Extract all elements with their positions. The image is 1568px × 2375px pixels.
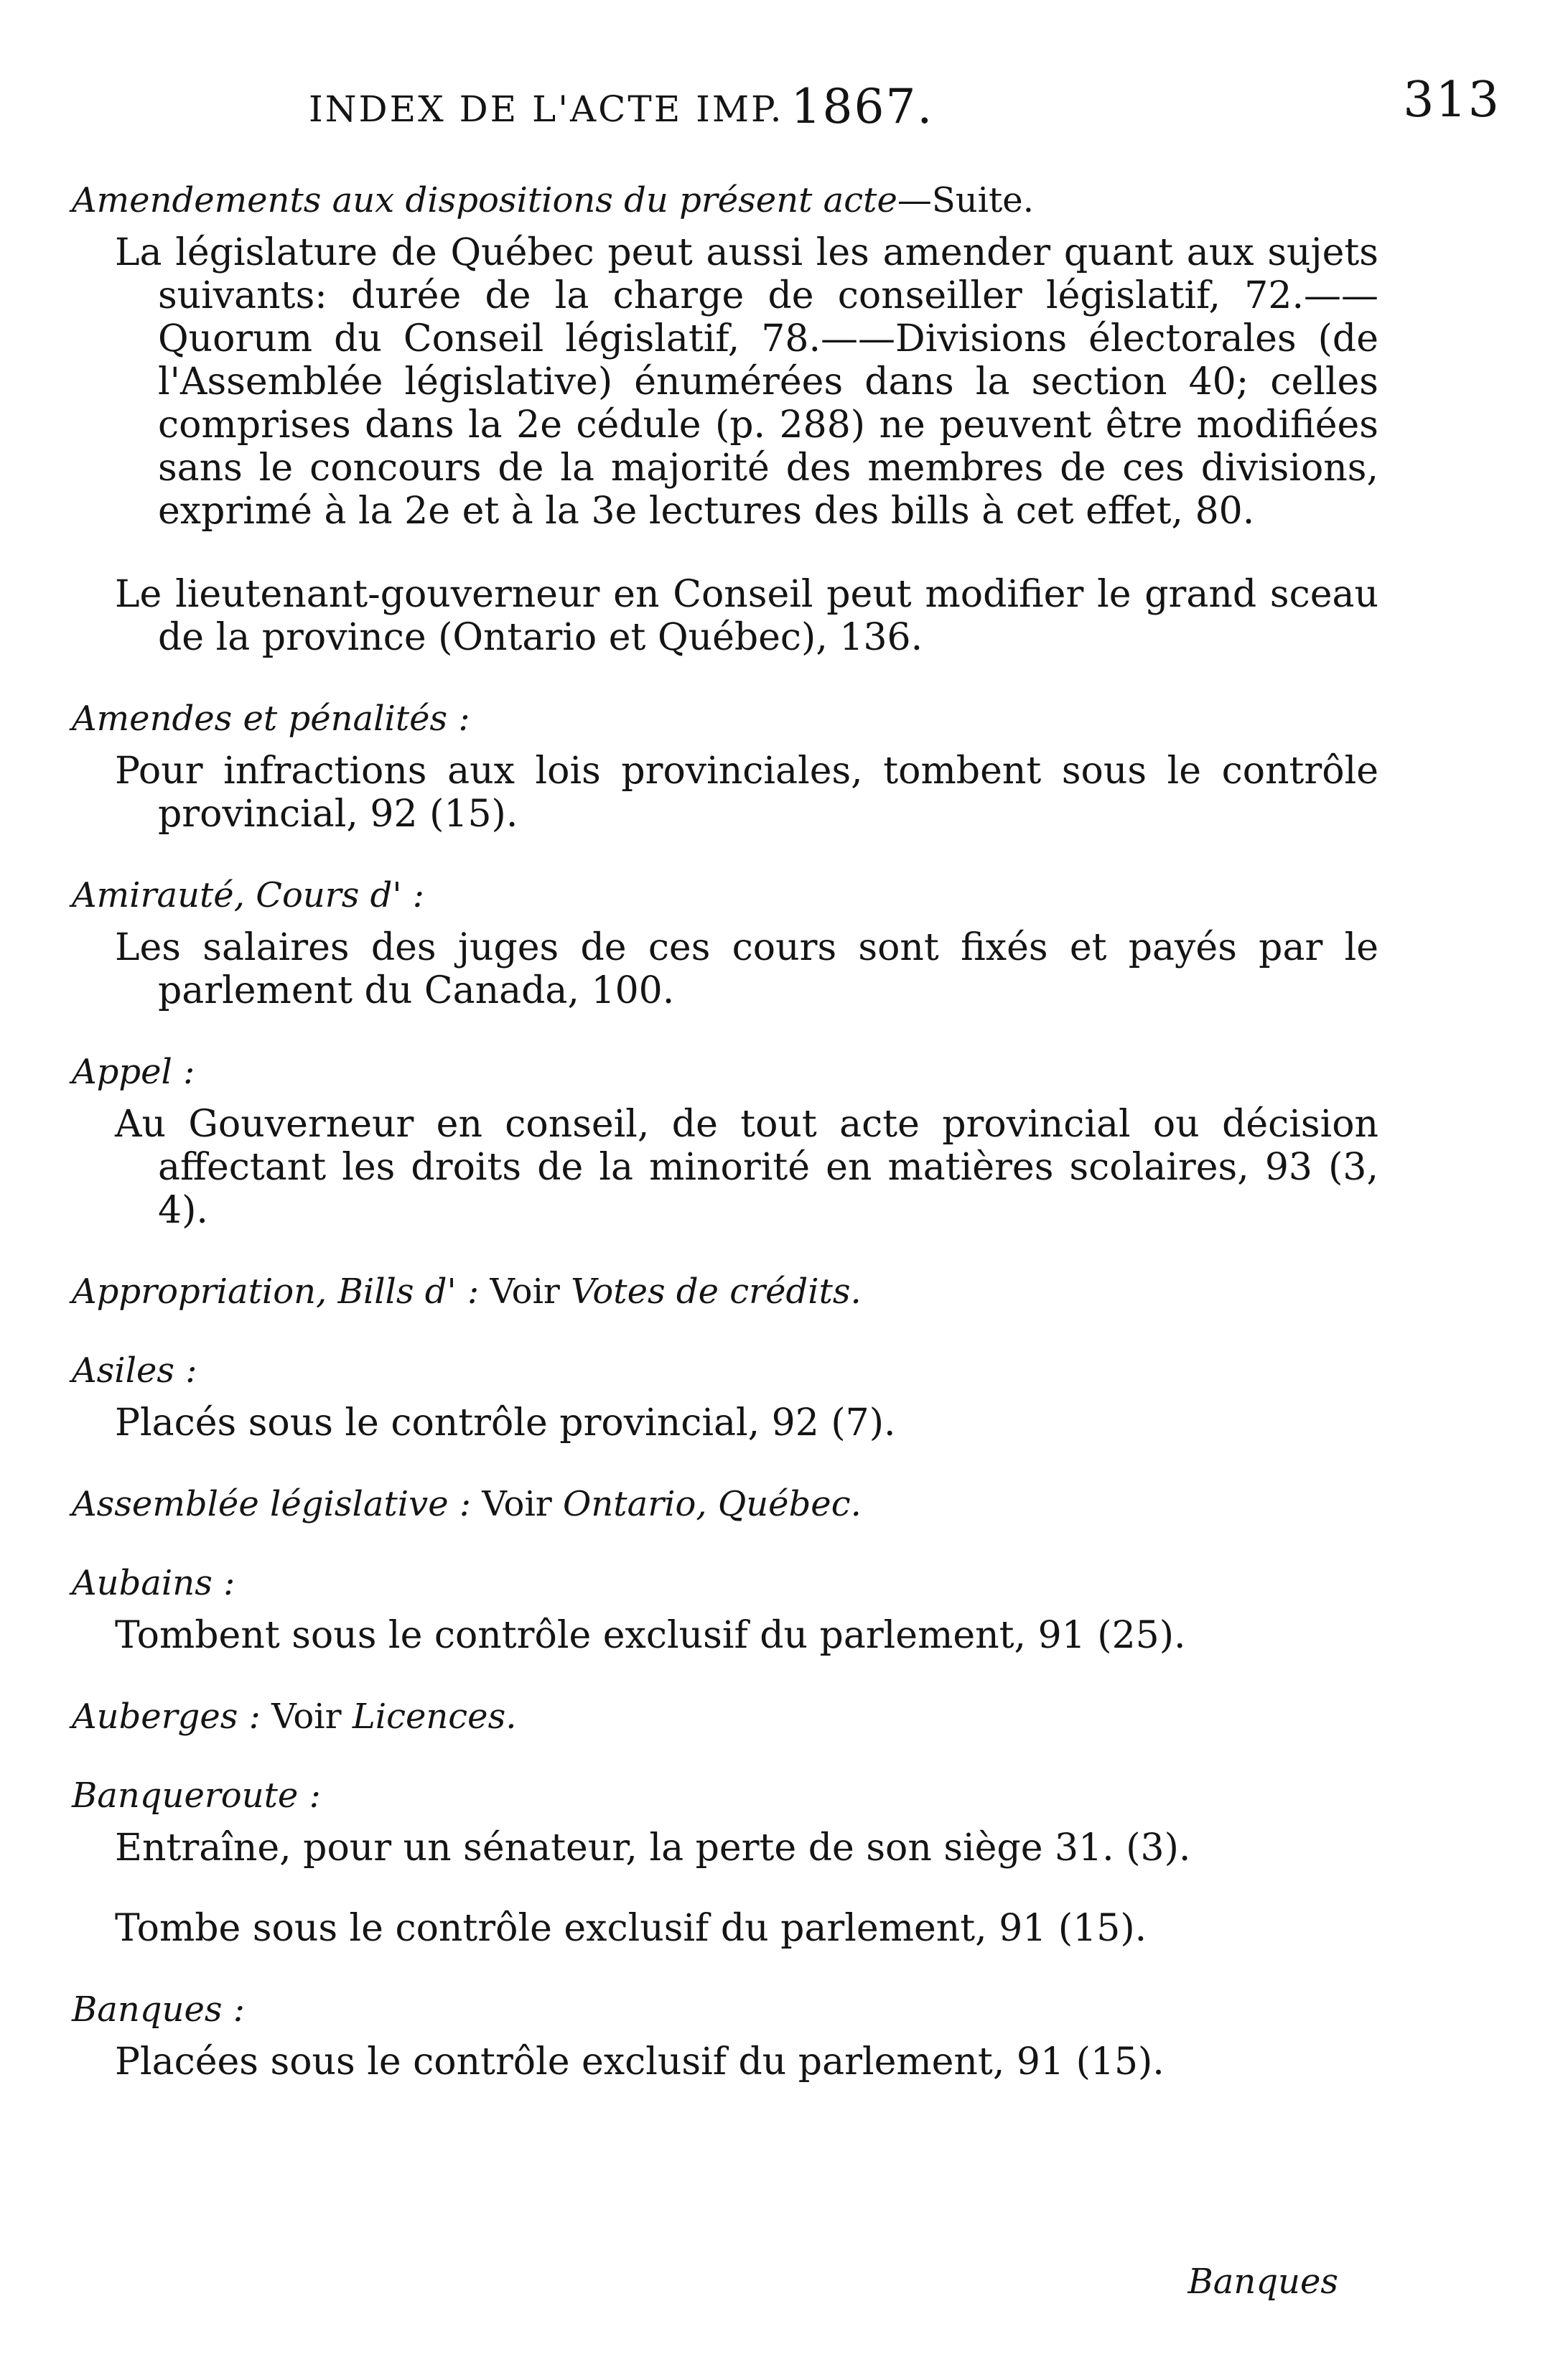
entry-paragraph: Tombe sous le contrôle exclusif du parlement, 91 (15). [115,1907,1147,1950]
see-also-label: Voir [271,1697,342,1737]
running-head [72,65,1501,144]
entry-heading [72,1694,1501,1739]
entry-heading [72,178,1501,223]
index-entry-amendements [72,178,1501,659]
entry-heading: Aubains : [72,1563,235,1603]
see-also-reference: Ontario, Québec. [563,1484,862,1524]
index-entry-asiles [72,1348,1501,1445]
running-title [309,79,933,134]
entry-heading: Appel : [72,1052,195,1092]
index-entry-aubains [72,1561,1501,1657]
entry-heading-text: Assemblée législative : [72,1484,472,1524]
entry-paragraph: Les salaires des juges de ces cours sont fixés et payés par le parlement du Canada, 100. [115,926,1378,1012]
entry-paragraph: Placées sous le contrôle exclusif du parlement, 91 (15). [115,2040,1165,2084]
entry-heading: Amirauté, Cours d' : [72,875,424,915]
entry-heading-suffix: —Suite. [897,180,1034,220]
entry-heading [72,1269,1501,1314]
entry-heading: Banqueroute : [72,1776,321,1816]
index-entry-auberges [72,1694,1501,1739]
running-title-text: INDEX DE L'ACTE IMP. [309,88,784,130]
index-entry-amiraute [72,873,1501,1012]
entry-paragraph: Le lieutenant-gouverneur en Conseil peut modifier le grand sceau de la province (Ontario et Québec), 136. [115,573,1378,659]
entry-heading: Banques : [72,1989,245,2030]
entry-heading-text: Amendements aux dispositions du présent acte [72,180,897,220]
entry-paragraph: Pour infractions aux lois provinciales, tombent sous le contrôle provincial, 92 (15). [115,750,1378,836]
index-entry-appropriation [72,1269,1501,1314]
entry-paragraph: Tombent sous le contrôle exclusif du parlement, 91 (25). [115,1614,1186,1657]
running-title-year: 1867. [790,79,934,134]
index-entry-assemblee [72,1482,1501,1526]
see-also-reference: Votes de crédits. [571,1272,862,1312]
see-also-label: Voir [490,1272,560,1312]
entry-heading [72,1482,1501,1526]
index-page [72,65,1501,2121]
see-also-label: Voir [482,1484,552,1524]
index-entry-banques [72,1987,1501,2084]
see-also-reference: Licences. [352,1697,517,1737]
entry-paragraph: Placés sous le contrôle provincial, 92 (7). [115,1401,896,1445]
entry-heading-text: Auberges : [72,1697,261,1737]
index-entry-appel [72,1050,1501,1232]
entry-heading: Asiles : [72,1350,197,1391]
entry-paragraph: Au Gouverneur en conseil, de tout acte provincial ou décision affectant les droits de la minorité en matières scolaires, 93 (3, 4). [115,1103,1378,1232]
catchword: Banques [1187,2262,1338,2302]
entry-paragraph: Entraîne, pour un sénateur, la perte de son siège 31. (3). [115,1826,1191,1870]
page-number: 313 [1403,72,1501,129]
index-entry-amendes [72,696,1501,836]
entry-heading-text: Appropriation, Bills d' : [72,1272,480,1312]
index-entry-banqueroute [72,1773,1501,1950]
entry-paragraph: La législature de Québec peut aussi les amender quant aux sujets suivants: durée de la charge de conseiller législatif, 72.——Quorum du Conseil législatif, 78.——Divisions électorales (de l'Assemblée législative) énumérées dans la section 40; celles comprises dans la 2e cédule (p. 288) ne peuvent être modifiées sans le concours de la majorité des membres de ces divisions, exprimé à la 2e et à la 3e lectures des bills à cet effet, 80. [115,231,1378,533]
entry-heading: Amendes et pénalités : [72,699,470,739]
